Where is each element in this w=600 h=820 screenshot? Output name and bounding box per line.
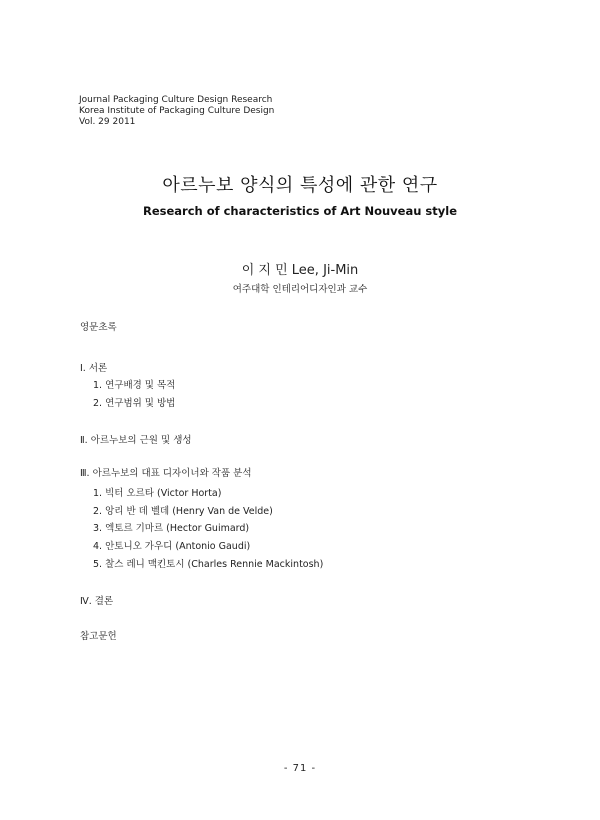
toc-item: 1. 연구배경 및 목적 [93, 380, 176, 391]
author-affiliation: 여주대학 인테리어디자인과 교수 [232, 284, 368, 295]
journal-header [79, 95, 274, 128]
journal-publisher: Korea Institute of Packaging Culture Design [79, 106, 275, 116]
author-name: 이 지 민 Lee, Ji-Min [241, 263, 359, 278]
journal-volume: Vol. 29 2011 [79, 117, 136, 127]
toc-item: 3. 엑토르 기마르 (Hector Guimard) [93, 523, 250, 534]
toc-section-1-heading: Ⅰ. 서론 [80, 363, 108, 374]
paper-title-korean: 아르누보 양식의 특성에 관한 연구 [162, 175, 438, 196]
toc-item: 2. 연구범위 및 방법 [93, 398, 176, 409]
toc-references: 참고문헌 [80, 631, 117, 642]
paper-title-english: Research of characteristics of Art Nouveau style [142, 204, 458, 218]
toc-item: 4. 안토니오 가우디 (Antonio Gaudi) [93, 541, 251, 552]
page-number: - 71 - [283, 763, 317, 774]
journal-name: Journal Packaging Culture Design Research [79, 95, 273, 105]
toc-section-2-heading: Ⅱ. 아르누보의 근원 및 생성 [80, 435, 192, 446]
toc-section-4-heading: Ⅳ. 결론 [80, 596, 114, 607]
toc-abstract: 영문초록 [80, 322, 117, 333]
toc-item: 5. 찰스 레니 맥킨토시 (Charles Rennie Mackintosh) [93, 559, 324, 570]
toc-item: 1. 빅터 오르타 (Victor Horta) [93, 488, 222, 499]
toc-section-3-heading: Ⅲ. 아르누보의 대표 디자이너와 작품 분석 [80, 468, 252, 479]
toc-item: 2. 앙리 반 데 벨데 (Henry Van de Velde) [93, 506, 273, 517]
